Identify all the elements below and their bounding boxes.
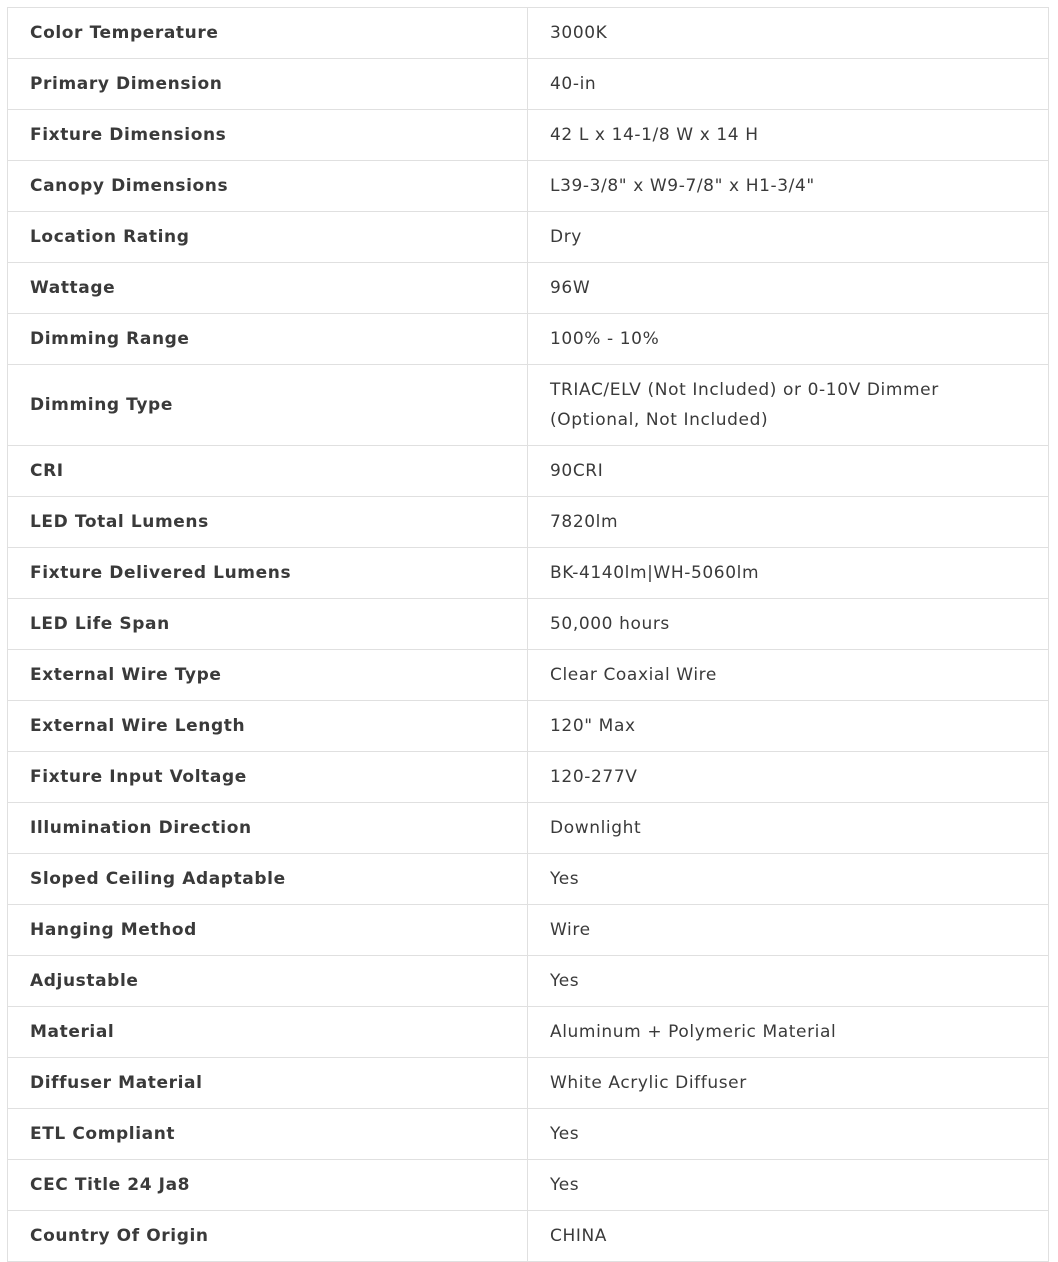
spec-label: Diffuser Material <box>8 1058 528 1109</box>
spec-label: Dimming Range <box>8 314 528 365</box>
spec-label: Fixture Dimensions <box>8 110 528 161</box>
table-row <box>8 497 1049 548</box>
spec-label: Color Temperature <box>8 8 528 59</box>
table-row <box>8 1007 1049 1058</box>
table-row <box>8 599 1049 650</box>
table-row <box>8 1211 1049 1262</box>
spec-value: Aluminum + Polymeric Material <box>528 1007 1049 1058</box>
spec-label: ETL Compliant <box>8 1109 528 1160</box>
spec-value: 100% - 10% <box>528 314 1049 365</box>
spec-value: 90CRI <box>528 446 1049 497</box>
spec-value: 96W <box>528 263 1049 314</box>
table-row <box>8 1109 1049 1160</box>
spec-value: 40-in <box>528 59 1049 110</box>
table-row <box>8 8 1049 59</box>
table-row <box>8 212 1049 263</box>
spec-value: Yes <box>528 854 1049 905</box>
table-row <box>8 650 1049 701</box>
spec-value: White Acrylic Diffuser <box>528 1058 1049 1109</box>
spec-value: Yes <box>528 956 1049 1007</box>
specifications-table <box>7 7 1049 1262</box>
table-row <box>8 365 1049 446</box>
spec-value: 50,000 hours <box>528 599 1049 650</box>
table-row <box>8 161 1049 212</box>
table-row <box>8 905 1049 956</box>
spec-label: Adjustable <box>8 956 528 1007</box>
spec-label: Material <box>8 1007 528 1058</box>
spec-label: CRI <box>8 446 528 497</box>
spec-value: L39-3/8" x W9-7/8" x H1-3/4" <box>528 161 1049 212</box>
spec-value: CHINA <box>528 1211 1049 1262</box>
spec-label: Illumination Direction <box>8 803 528 854</box>
spec-value: 120-277V <box>528 752 1049 803</box>
table-row <box>8 548 1049 599</box>
table-row <box>8 1058 1049 1109</box>
spec-label: Fixture Delivered Lumens <box>8 548 528 599</box>
table-row <box>8 59 1049 110</box>
table-row <box>8 752 1049 803</box>
spec-label: CEC Title 24 Ja8 <box>8 1160 528 1211</box>
spec-value: 120" Max <box>528 701 1049 752</box>
table-row <box>8 956 1049 1007</box>
spec-value: Clear Coaxial Wire <box>528 650 1049 701</box>
spec-label: LED Life Span <box>8 599 528 650</box>
spec-label: Primary Dimension <box>8 59 528 110</box>
spec-label: Wattage <box>8 263 528 314</box>
spec-value: 3000K <box>528 8 1049 59</box>
spec-label: Fixture Input Voltage <box>8 752 528 803</box>
spec-value: Downlight <box>528 803 1049 854</box>
spec-value: BK-4140lm|WH-5060lm <box>528 548 1049 599</box>
spec-label: Country Of Origin <box>8 1211 528 1262</box>
spec-value: 7820lm <box>528 497 1049 548</box>
spec-label: External Wire Length <box>8 701 528 752</box>
spec-label: Location Rating <box>8 212 528 263</box>
table-row <box>8 446 1049 497</box>
table-row <box>8 1160 1049 1211</box>
spec-label: LED Total Lumens <box>8 497 528 548</box>
spec-label: Sloped Ceiling Adaptable <box>8 854 528 905</box>
spec-value: TRIAC/ELV (Not Included) or 0-10V Dimmer (Optional, Not Included) <box>528 365 1049 446</box>
spec-value: Yes <box>528 1160 1049 1211</box>
table-row <box>8 263 1049 314</box>
spec-value: Yes <box>528 1109 1049 1160</box>
table-row <box>8 314 1049 365</box>
spec-label: External Wire Type <box>8 650 528 701</box>
spec-label: Hanging Method <box>8 905 528 956</box>
spec-label: Dimming Type <box>8 365 528 446</box>
spec-value: Dry <box>528 212 1049 263</box>
spec-value: Wire <box>528 905 1049 956</box>
table-row <box>8 803 1049 854</box>
table-row <box>8 701 1049 752</box>
spec-label: Canopy Dimensions <box>8 161 528 212</box>
table-row <box>8 854 1049 905</box>
table-row <box>8 110 1049 161</box>
spec-value: 42 L x 14-1/8 W x 14 H <box>528 110 1049 161</box>
